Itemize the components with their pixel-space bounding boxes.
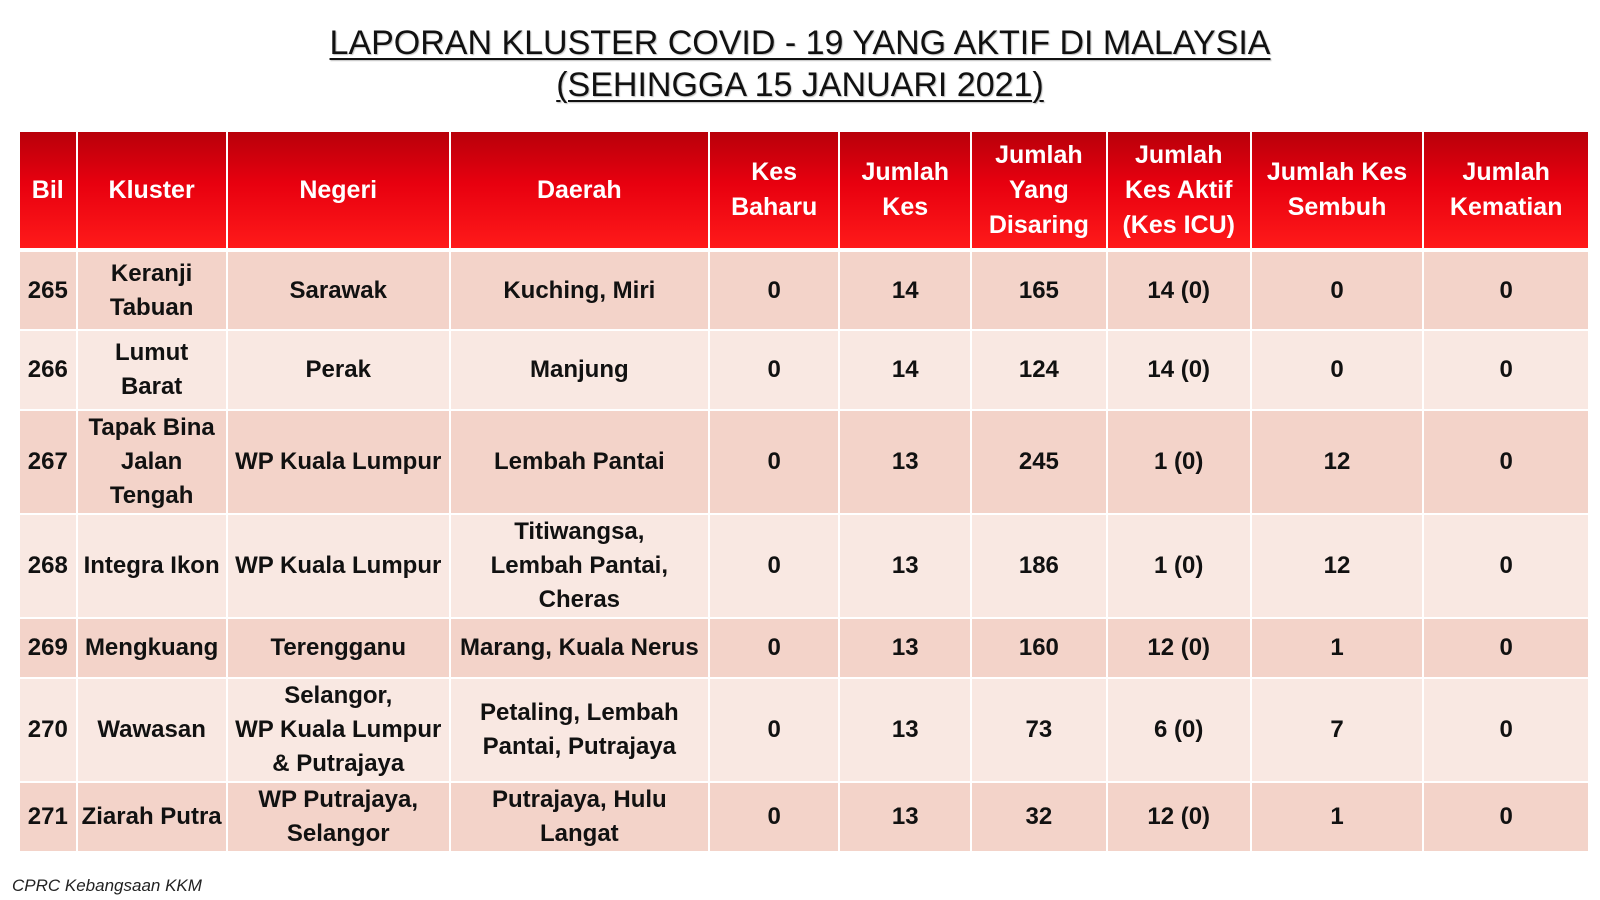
cell-negeri [227,514,450,618]
cell-line: Selangor, [284,682,393,709]
cell-kematian: 0 [1423,410,1589,514]
table-header-row [19,131,1589,250]
cell-kes-baharu: 0 [709,618,840,678]
table-row [19,514,1589,618]
column-header-kes-aktif [1107,131,1251,250]
column-header-sembuh [1251,131,1424,250]
column-header-kematian [1423,131,1589,250]
cell-kluster [77,514,227,618]
cell-line: Tabuan [109,293,194,321]
table-row [19,618,1589,678]
cell-line: WP Putrajaya, [258,786,419,813]
column-header-line: Kes Aktif [1124,175,1233,204]
cell-negeri [227,410,450,514]
column-header-daerah [450,131,709,250]
cell-kes-aktif: 1 (0) [1107,410,1251,514]
column-header-line: Bil [31,175,64,204]
cell-daerah [450,782,709,852]
cell-line: WP Kuala Lumpur [235,552,442,579]
column-header-jumlah-kes [839,131,971,250]
cell-jumlah-disaring: 160 [971,618,1107,678]
cell-negeri [227,782,450,852]
cell-jumlah-kes: 13 [839,678,971,782]
cell-kluster [77,782,227,852]
cell-kematian: 0 [1423,330,1589,410]
column-header-kes-baharu [709,131,840,250]
cell-negeri [227,330,450,410]
column-header-line: Kluster [108,175,195,204]
cell-line: WP Kuala Lumpur [235,448,442,475]
cell-daerah [450,250,709,330]
cell-line: Terengganu [270,634,406,661]
cell-line: Marang, Kuala Nerus [459,634,699,661]
column-header-line: Daerah [536,175,622,204]
cell-jumlah-kes: 13 [839,514,971,618]
cell-line: Jalan [120,448,183,475]
cell-line: Kuching, Miri [503,276,656,304]
table-row [19,410,1589,514]
cell-line: WP Kuala Lumpur [235,716,442,743]
cell-bil: 271 [19,782,77,852]
cell-line: Selangor [286,820,390,847]
column-header-line: Kes [882,193,929,221]
cell-line: Petaling, Lembah [479,699,679,726]
cell-kes-baharu: 0 [709,330,840,410]
report-title-line-1 [0,22,1600,64]
report-title-line-2 [0,64,1600,106]
cell-line: Tengah [109,482,194,509]
cell-negeri [227,618,450,678]
table-row [19,250,1589,330]
cell-line: Manjung [530,356,629,383]
column-header-line: Jumlah [995,140,1083,169]
cell-bil: 268 [19,514,77,618]
cell-kluster [77,250,227,330]
cell-kematian: 0 [1423,782,1589,852]
cell-line: Keranji [110,259,193,287]
cell-line: Cheras [538,586,621,613]
cell-line: Langat [539,820,619,847]
cell-daerah [450,678,709,782]
cell-jumlah-kes: 13 [839,410,971,514]
column-header-kluster [77,131,227,250]
cell-line: Perak [305,356,371,383]
cell-kluster [77,618,227,678]
cell-kes-aktif: 14 (0) [1107,250,1251,330]
cell-bil: 266 [19,330,77,410]
cell-kes-baharu: 0 [709,782,840,852]
column-header-line: Disaring [988,210,1089,239]
cell-line: Putrajaya, Hulu [491,786,667,813]
cell-kes-aktif: 12 (0) [1107,618,1251,678]
cell-daerah [450,618,709,678]
cell-line: Pantai, Putrajaya [482,733,677,760]
column-header-line: Kematian [1449,193,1563,221]
cell-bil: 265 [19,250,77,330]
column-header-line: (Kes ICU) [1122,210,1235,239]
cell-daerah [450,330,709,410]
cell-jumlah-disaring: 32 [971,782,1107,852]
table-body [19,250,1589,852]
table-row [19,678,1589,782]
cell-line: Titiwangsa, [514,518,645,545]
cell-sembuh: 7 [1251,678,1424,782]
cell-jumlah-kes: 14 [839,330,971,410]
cell-line: Ziarah Putra [81,803,222,830]
cell-kematian: 0 [1423,678,1589,782]
cell-sembuh: 0 [1251,250,1424,330]
table-row [19,782,1589,852]
cell-kluster [77,678,227,782]
cell-jumlah-kes: 14 [839,250,971,330]
cell-sembuh: 1 [1251,618,1424,678]
cell-line: Tapak Bina [88,414,215,441]
column-header-line: Jumlah [1134,140,1223,169]
column-header-bil [19,131,77,250]
cell-sembuh: 1 [1251,782,1424,852]
cell-kes-aktif: 1 (0) [1107,514,1251,618]
cell-line: Wawasan [97,716,206,743]
cell-bil: 270 [19,678,77,782]
cell-kes-baharu: 0 [709,250,840,330]
cell-daerah [450,410,709,514]
column-header-line: Negeri [299,175,378,204]
report-title-text-2: (SEHINGGA 15 JANUARI 2021) [556,66,1044,104]
cell-line: & Putrajaya [272,750,405,777]
cell-negeri [227,678,450,782]
cell-kematian: 0 [1423,618,1589,678]
report-title-text-1: LAPORAN KLUSTER COVID - 19 YANG AKTIF DI MALAYSIA [329,24,1271,62]
cell-jumlah-disaring: 73 [971,678,1107,782]
column-header-line: Kes [751,158,798,186]
cluster-table [18,130,1590,853]
cell-kes-baharu: 0 [709,410,840,514]
cell-line: Lembah Pantai, [490,552,669,579]
cell-sembuh: 0 [1251,330,1424,410]
cell-kes-aktif: 12 (0) [1107,782,1251,852]
cell-sembuh: 12 [1251,514,1424,618]
column-header-line: Jumlah Kes [1266,158,1408,186]
cell-negeri [227,250,450,330]
cell-jumlah-disaring: 165 [971,250,1107,330]
cell-kluster [77,330,227,410]
cell-kes-baharu: 0 [709,678,840,782]
report-title [0,22,1600,106]
column-header-line: Sembuh [1287,193,1387,221]
cell-jumlah-disaring: 186 [971,514,1107,618]
table-header [19,131,1589,250]
cell-daerah [450,514,709,618]
cell-sembuh: 12 [1251,410,1424,514]
cell-kematian: 0 [1423,250,1589,330]
cell-kematian: 0 [1423,514,1589,618]
column-header-line: Baharu [731,193,818,221]
cell-line: Mengkuang [84,634,219,661]
column-header-line: Jumlah [861,158,949,186]
cell-line: Lumut Barat [114,339,189,400]
cell-line: Sarawak [289,276,387,304]
cell-kes-baharu: 0 [709,514,840,618]
column-header-jumlah-disaring [971,131,1107,250]
cell-jumlah-disaring: 124 [971,330,1107,410]
cell-line: Lembah Pantai [493,448,665,475]
cell-bil: 269 [19,618,77,678]
source-credit: CPRC Kebangsaan KKM [12,876,202,895]
table-row [19,330,1589,410]
cell-line: Integra Ikon [83,552,220,579]
cell-kes-aktif: 14 (0) [1107,330,1251,410]
cell-kluster [77,410,227,514]
cell-bil: 267 [19,410,77,514]
column-header-negeri [227,131,450,250]
cell-kes-aktif: 6 (0) [1107,678,1251,782]
cell-jumlah-disaring: 245 [971,410,1107,514]
column-header-line: Jumlah [1462,158,1550,186]
cell-jumlah-kes: 13 [839,618,971,678]
column-header-line: Yang [1009,175,1069,204]
cell-jumlah-kes: 13 [839,782,971,852]
